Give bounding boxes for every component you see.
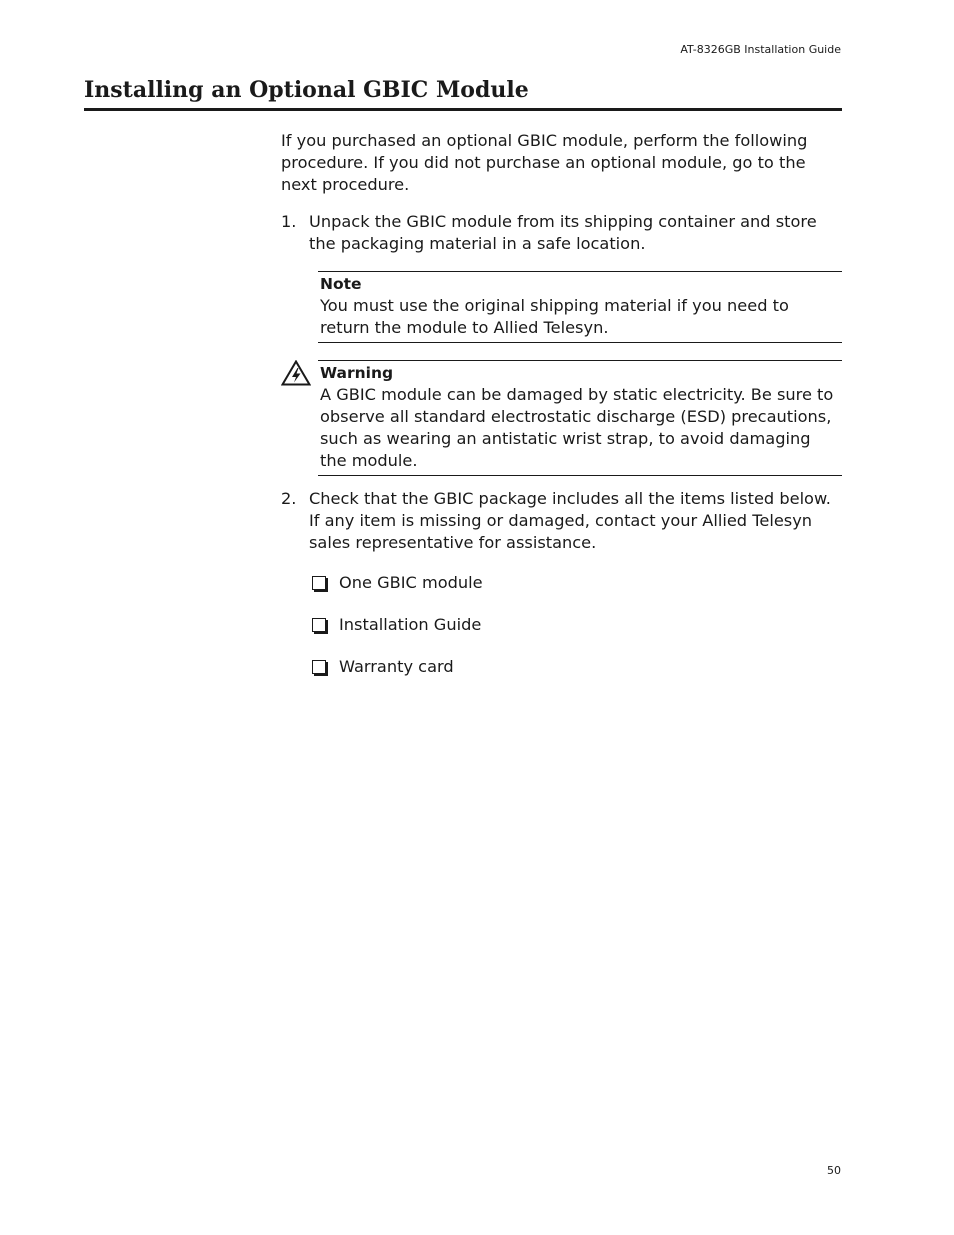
procedure-content — [281, 130, 842, 698]
running-header: AT-8326GB Installation Guide — [680, 43, 841, 56]
checklist-item — [311, 614, 842, 636]
step-text: Unpack the GBIC module from its shipping container and store the packaging material in a safe location. — [309, 212, 817, 253]
step-number: 1. — [281, 212, 297, 231]
checklist-item-label: One GBIC module — [339, 573, 483, 592]
note-label: Note — [320, 275, 362, 293]
note-callout — [318, 271, 842, 343]
checklist-item-label: Installation Guide — [339, 615, 482, 634]
section-title: Installing an Optional GBIC Module — [84, 76, 842, 111]
note-body: You must use the original shipping material if you need to return the module to Allied Telesyn. — [320, 296, 789, 337]
checkbox-icon — [312, 618, 326, 632]
electrical-hazard-icon — [281, 360, 311, 386]
intro-paragraph: If you purchased an optional GBIC module, perform the following procedure. If you did not purchase an optional module, go to the next procedure. — [281, 131, 808, 194]
step-1 — [281, 211, 842, 255]
warning-label: Warning — [320, 364, 394, 382]
checklist-item — [311, 656, 842, 678]
warning-body: A GBIC module can be damaged by static electricity. Be sure to observe all standard electrostatic discharge (ESD) precautions, such as wearing an antistatic wrist strap, to avoid damaging the module. — [320, 385, 834, 470]
warning-callout — [318, 360, 842, 476]
checkbox-icon — [312, 576, 326, 590]
checkbox-icon — [312, 660, 326, 674]
step-2 — [281, 488, 842, 554]
checklist-item-label: Warranty card — [339, 657, 454, 676]
step-text: Check that the GBIC package includes all the items listed below. If any item is missing or damaged, contact your Allied Telesyn sales representative for assistance. — [309, 489, 831, 552]
checklist-item — [311, 572, 842, 594]
page-number: 50 — [827, 1164, 841, 1177]
package-checklist — [311, 572, 842, 678]
step-number: 2. — [281, 489, 297, 508]
